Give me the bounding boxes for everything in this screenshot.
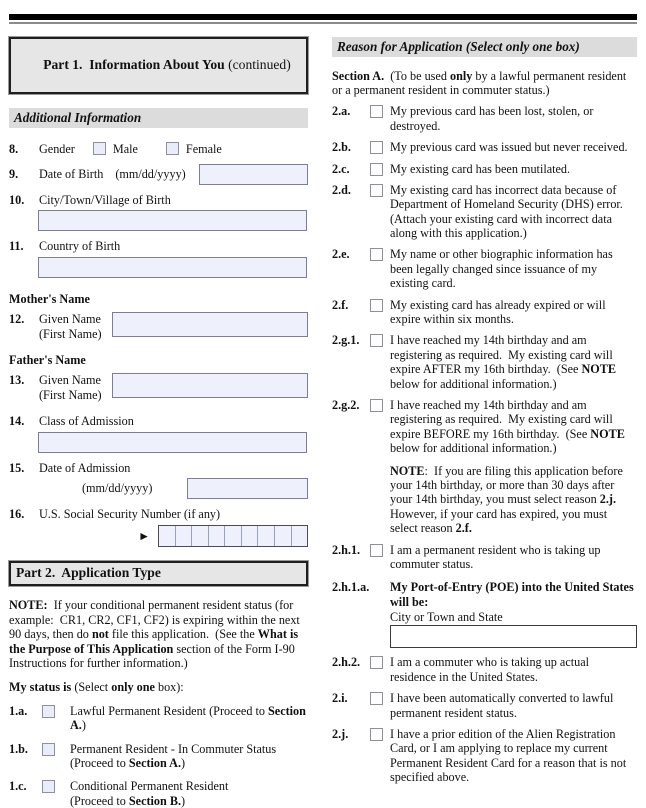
reason-item-2j: 2.j. I have a prior edition of the Alien Registration Card, or I am applying to replace my current Permanent Resident Card for a reason that is not specified above. xyxy=(332,727,630,785)
item-number: 14. xyxy=(9,414,25,429)
checkbox-2g2[interactable] xyxy=(370,399,383,412)
question-12-mother-given-name xyxy=(9,312,308,341)
mothers-name-heading: Mother's Name xyxy=(9,291,90,306)
date-format-hint: (mm/dd/yyyy) xyxy=(82,481,153,496)
checkbox-1c[interactable] xyxy=(42,780,55,793)
male-label: Male xyxy=(112,141,138,156)
part1-header-bold: Part 1. Information About You xyxy=(43,57,225,73)
checkbox-2c[interactable] xyxy=(370,163,383,176)
checkbox-1a[interactable] xyxy=(42,705,55,718)
reason-item-2h1: 2.h.1. I am a permanent resident who is taking up commuter status. xyxy=(332,542,604,571)
question-16-ssn xyxy=(9,507,308,521)
mother-given-name-input[interactable] xyxy=(112,312,308,337)
item-number: 11. xyxy=(9,239,24,254)
date-of-birth-label: Date of Birth xyxy=(39,167,104,182)
reason-item-2h1a: 2.h.1.a. My Port-of-Entry (POE) into the United States will be: City or Town and State xyxy=(332,580,637,648)
item-number: 13. xyxy=(9,373,25,388)
part2-header: Part 2. Application Type xyxy=(9,561,308,586)
item-number: 12. xyxy=(9,312,25,327)
fathers-name-heading: Father's Name xyxy=(9,353,86,368)
question-14-class-of-admission xyxy=(9,414,308,428)
gender-label: Gender xyxy=(39,141,75,156)
country-of-birth-input[interactable] xyxy=(38,257,307,278)
father-given-name-input[interactable] xyxy=(112,373,308,398)
status-intro: My status is (Select only one box): xyxy=(9,680,184,695)
reason-item-2c: 2.c. My existing card has been mutilated. xyxy=(332,161,571,176)
date-of-birth-input[interactable] xyxy=(199,164,308,185)
date-format-hint: (mm/dd/yyyy) xyxy=(115,167,186,182)
checkbox-2g1[interactable] xyxy=(370,334,383,347)
item-number: 16. xyxy=(9,506,25,521)
right-column xyxy=(332,37,637,808)
given-name-label: Given Name (First Name) xyxy=(39,312,102,341)
status-option-text: Permanent Resident - In Commuter Status (Proceed to Section A.) xyxy=(70,741,277,770)
poe-heading: My Port-of-Entry (POE) into the United States will be: xyxy=(390,580,637,609)
class-of-admission-input[interactable] xyxy=(38,432,307,453)
reason-item-2b: 2.b. My previous card was issued but never received. xyxy=(332,140,628,155)
checkbox-2b[interactable] xyxy=(370,141,383,154)
form-page xyxy=(0,14,646,808)
poe-city-state-input[interactable] xyxy=(390,625,637,648)
checkbox-male[interactable] xyxy=(93,142,106,155)
item-number: 8. xyxy=(9,141,19,156)
question-15-date-of-admission xyxy=(9,461,308,475)
status-option-1b xyxy=(9,742,308,771)
class-of-admission-label: Class of Admission xyxy=(39,414,134,429)
poe-sub-label: City or Town and State xyxy=(390,610,503,625)
question-9-date-of-birth xyxy=(9,164,308,185)
reason-item-2i: 2.i. I have been automatically converted to lawful permanent resident status. xyxy=(332,691,617,720)
checkbox-2d[interactable] xyxy=(370,184,383,197)
city-of-birth-input[interactable] xyxy=(38,210,307,231)
reason-note: NOTE: If you are filing this application before your 14th birthday, or more than 30 days after your 14th birthday, you must select reason 2.j. However, if your card has expired, you must select reason 2.f. xyxy=(390,463,626,536)
checkbox-2h1[interactable] xyxy=(370,544,383,557)
section-a-intro: Section A. (To be used only by a lawful permanent resident or a permanent resident in commuter status.) xyxy=(332,68,630,97)
part1-header xyxy=(9,37,308,94)
status-option-1a xyxy=(9,704,308,733)
thin-rule xyxy=(9,22,637,24)
item-number: 9. xyxy=(9,167,19,182)
reason-item-2g1: 2.g.1. I have reached my 14th birthday and am registering as required. My existing card will expire AFTER my 16th birthday. (See NOTE below for additional information.) xyxy=(332,333,620,391)
question-10-city-of-birth xyxy=(9,193,308,207)
checkbox-2i[interactable] xyxy=(370,692,383,705)
question-13-father-given-name xyxy=(9,373,308,402)
checkbox-2a[interactable] xyxy=(370,105,383,118)
part2-note: NOTE: If your conditional permanent resident status (for example: CR1, CR2, CF1, CF2) is expiring within the next 90 days, then do not file this application. (See the What is the Purpose of This Application section of the Form I-90 Instructions for further information.) xyxy=(9,598,303,670)
given-name-label: Given Name (First Name) xyxy=(39,373,102,402)
reason-item-2f: 2.f. My existing card has already expired or will expire within six months. xyxy=(332,297,609,327)
item-number: 1.c. xyxy=(9,779,27,794)
checkbox-2j[interactable] xyxy=(370,728,383,741)
item-number: 1.b. xyxy=(9,741,28,756)
question-11-country-of-birth xyxy=(9,239,308,253)
ssn-label: U.S. Social Security Number (if any) xyxy=(39,506,221,521)
reason-item-2e: 2.e. My name or other biographic information has been legally changed since issuance of my existing card. xyxy=(332,247,616,291)
additional-information-header: Additional Information xyxy=(9,108,308,128)
checkbox-female[interactable] xyxy=(166,142,179,155)
item-number: 1.a. xyxy=(9,703,28,718)
thick-rule xyxy=(9,14,637,20)
reason-item-2h2: 2.h.2. I am a commuter who is taking up actual residence in the United States. xyxy=(332,655,593,684)
item-number: 10. xyxy=(9,193,25,208)
left-column xyxy=(9,37,308,808)
status-option-1c xyxy=(9,779,308,808)
checkbox-2f[interactable] xyxy=(370,299,383,312)
question-8-gender xyxy=(9,142,308,156)
reason-for-application-header: Reason for Application (Select only one box) xyxy=(332,37,637,57)
status-option-text: Lawful Permanent Resident (Proceed to Section A.) xyxy=(70,703,309,733)
date-of-admission-input[interactable] xyxy=(187,478,308,499)
female-label: Female xyxy=(185,141,222,156)
part1-header-continued: (continued) xyxy=(224,57,291,73)
city-of-birth-label: City/Town/Village of Birth xyxy=(39,193,171,208)
reason-item-2a: 2.a. My previous card has been lost, stolen, or destroyed. xyxy=(332,104,597,133)
reason-item-2g2: 2.g.2. I have reached my 14th birthday and am registering as required. My existing card will expire BEFORE my 16th birthday. (See NOTE below for additional information.) xyxy=(332,398,628,456)
checkbox-2e[interactable] xyxy=(370,248,383,261)
date-of-admission-label: Date of Admission xyxy=(39,460,131,475)
ssn-input[interactable] xyxy=(158,525,308,547)
arrow-right-icon: ► xyxy=(138,529,150,544)
checkbox-2h2[interactable] xyxy=(370,656,383,669)
checkbox-1b[interactable] xyxy=(42,743,55,756)
page-divider-rule xyxy=(9,14,637,24)
item-number: 15. xyxy=(9,460,25,475)
status-option-text: Conditional Permanent Resident (Proceed to Section B.) xyxy=(70,779,229,808)
reason-item-2d: 2.d. My existing card has incorrect data because of Department of Homeland Security (DHS) error. (Attach your existing card with incorrect data along with this application.) xyxy=(332,182,629,241)
country-of-birth-label: Country of Birth xyxy=(39,239,121,254)
